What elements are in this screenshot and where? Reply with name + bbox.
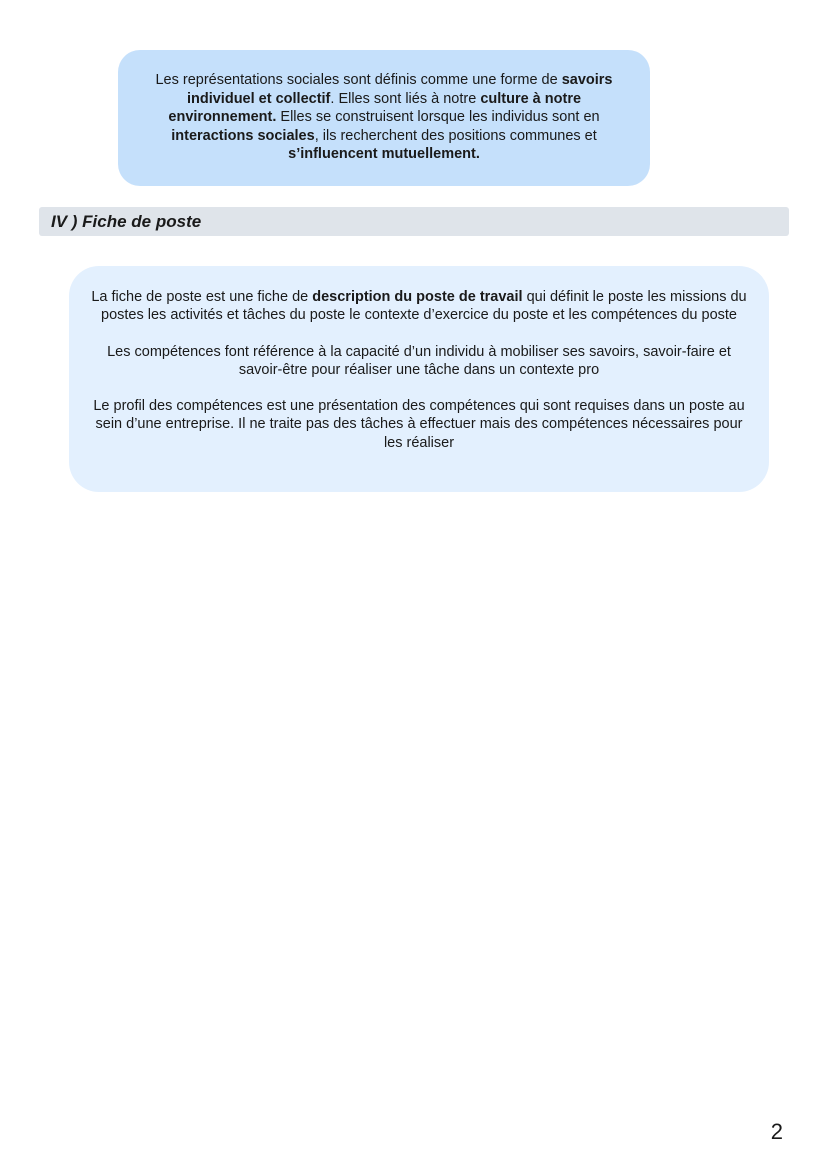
section-title: IV ) Fiche de poste — [51, 212, 202, 231]
paragraph-competences: Les compétences font référence à la capacité d’un individu à mobiliser ses savoirs, savoir-faire et savoir-être pour réaliser une tâche dans un contexte pro — [107, 343, 731, 378]
definition-text-bold: s’influencent mutuellement. — [288, 146, 480, 162]
fiche-de-poste-box — [69, 266, 769, 492]
section-heading — [39, 207, 789, 236]
definition-text-segment: . Elles sont liés à notre — [330, 90, 481, 107]
paragraph-text: La fiche de poste est une fiche de — [91, 289, 313, 305]
definition-text-segment: Les représentations sociales sont définis comme une forme de — [155, 72, 562, 88]
definition-text-bold: savoirs individuel et collectif — [186, 72, 613, 107]
paragraph-fiche-de-poste — [91, 288, 747, 325]
paragraph-bold-text: description du poste de travail — [312, 289, 523, 305]
definition-text-bold: culture à notre environnement. — [168, 90, 582, 125]
definition-box — [118, 50, 650, 186]
definition-text-segment: , ils recherchent des positions communes et — [314, 127, 597, 144]
paragraph-text: qui définit le poste les missions du postes les activités et tâches du poste le contexte d’exercice du poste et les compétences du poste — [101, 289, 747, 324]
page-number: 2 — [770, 1119, 783, 1144]
definition-text — [136, 71, 632, 164]
definition-text-bold: interactions sociales — [171, 127, 315, 144]
paragraph-profil-competences: Le profil des compétences est une présentation des compétences qui sont requises dans un poste au sein d’une entreprise. Il ne traite pas des tâches à effectuer mais des compétences nécessaires pour les réaliser — [93, 398, 745, 451]
definition-text-segment: Elles se construisent lorsque les individus sont en — [276, 109, 600, 125]
